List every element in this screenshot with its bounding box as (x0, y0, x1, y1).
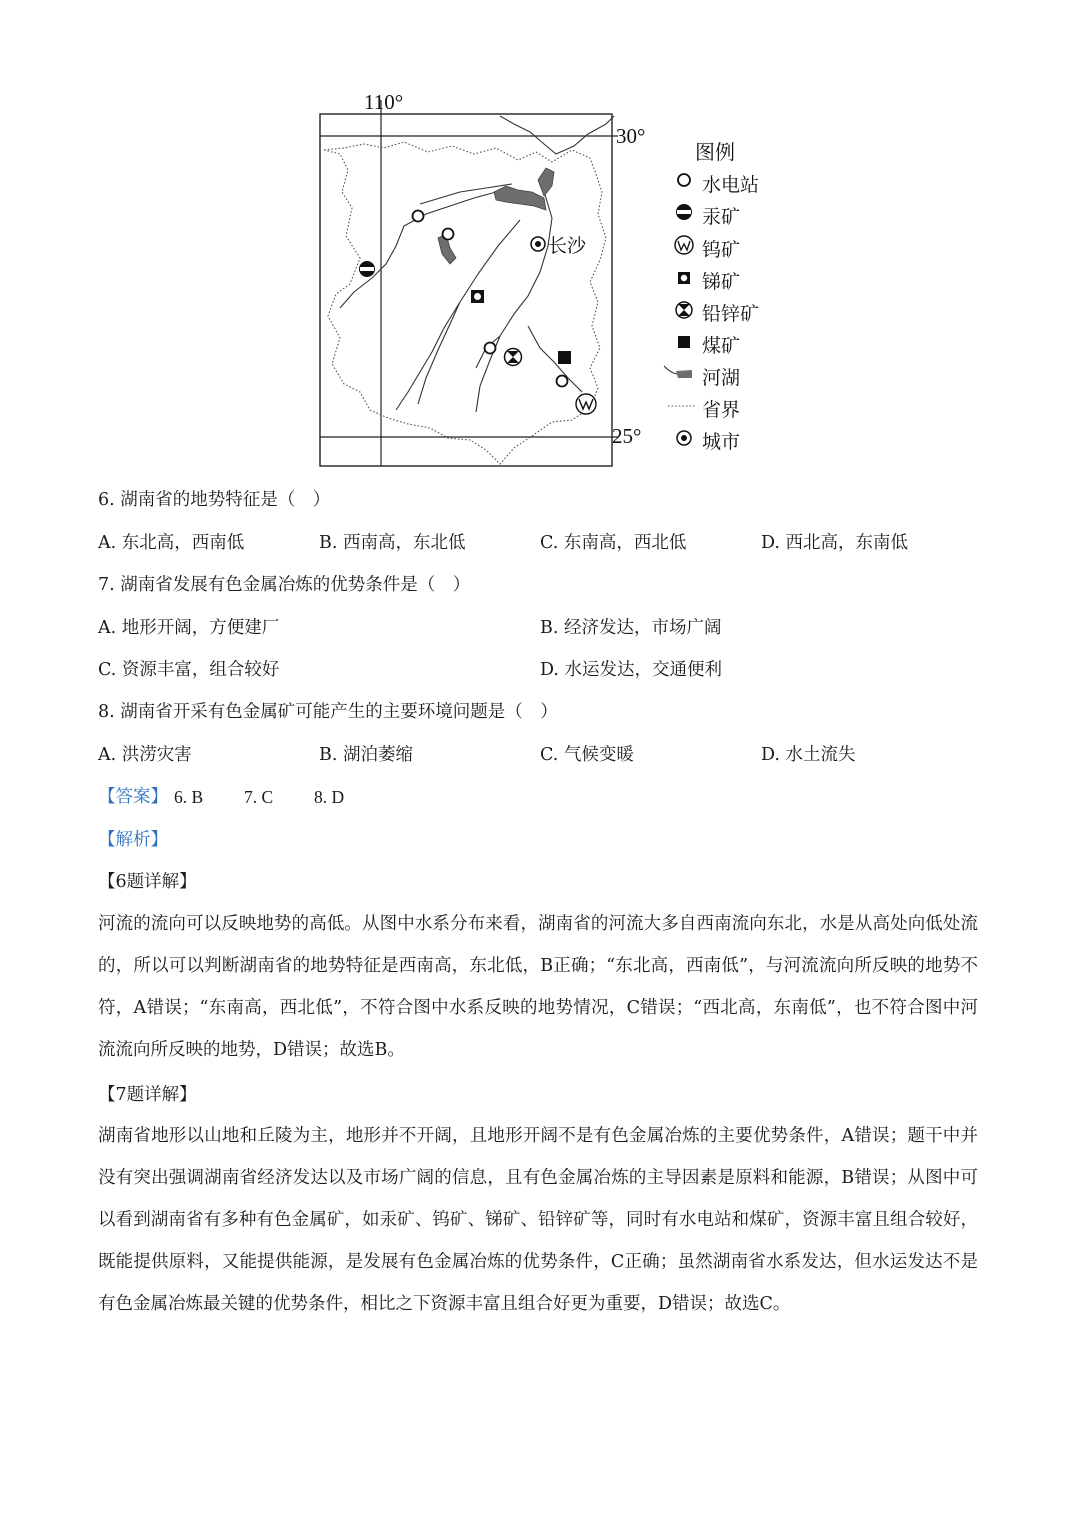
analysis-label: 【解析】 (98, 830, 168, 850)
legend-item-coal: 煤矿 (702, 335, 741, 357)
legend-item-mercury: 汞矿 (702, 206, 741, 228)
answer-6: 6. B (174, 787, 204, 807)
province-boundary (324, 142, 606, 464)
coal-mine-icon (558, 351, 571, 364)
latitude-25-label: 25° (612, 424, 642, 448)
legend-item-hydropower: 水电站 (702, 174, 760, 196)
q7-option-d: D. 水运发达，交通便利 (540, 660, 723, 680)
q7-option-b: B. 经济发达，市场广阔 (540, 618, 722, 638)
q6-option-a: A. 东北高，西南低 (98, 533, 245, 553)
hunan-map-figure (300, 88, 800, 478)
lead-zinc-mine-icon (505, 349, 522, 366)
q6-option-c: C. 东南高，西北低 (540, 533, 687, 553)
legend-item-boundary: 省界 (702, 399, 741, 421)
question-8-stem: 8. 湖南省开采有色金属矿可能产生的主要环境问题是（ ） (98, 702, 558, 722)
q8-option-c: C. 气候变暖 (540, 745, 634, 765)
answer-7: 7. C (244, 787, 274, 807)
question-6-stem: 6. 湖南省的地势特征是（ ） (98, 490, 331, 510)
q6-detail-heading: 【6题详解】 (98, 872, 197, 892)
q7-detail-heading: 【7题详解】 (98, 1085, 197, 1105)
q6-option-b: B. 西南高，东北低 (319, 533, 466, 553)
legend-item-antimony: 锑矿 (702, 271, 741, 293)
answer-label: 【答案】 (98, 787, 168, 807)
city-label-changsha: 长沙 (548, 235, 587, 257)
legend-item-city: 城市 (702, 431, 741, 453)
map-frame (320, 114, 612, 466)
answer-8: 8. D (314, 787, 345, 807)
q8-option-a: A. 洪涝灾害 (98, 745, 192, 765)
q8-option-d: D. 水土流失 (761, 745, 856, 765)
antimony-mine-icon (471, 290, 484, 303)
q6-detail-text: 河流的流向可以反映地势的高低。从图中水系分布来看，湖南省的河流大多自西南流向东北，水是从高处向低处流的，所以可以判断湖南省的地势特征是西南高，东北低，B正确；“东北高，西南低”，与河流流向所反映的地势不符，A错误；“东南高，西北低”，不符合图中水系反映的地势情况，C错误；“西北高，东南低”，也不符合图中河流流向所反映的地势，D错误；故选B。 (98, 914, 978, 1060)
legend-icons (664, 174, 696, 445)
q7-option-c: C. 资源丰富，组合较好 (98, 660, 280, 680)
q7-detail-text: 湖南省地形以山地和丘陵为主，地形并不开阔，且地形开阔不是有色金属冶炼的主要优势条件，A错误；题干中并没有突出强调湖南省经济发达以及市场广阔的信息，且有色金属冶炼的主导因素是原料和能源，B错误；从图中可以看到湖南省有多种有色金属矿，如汞矿、钨矿、锑矿、铅锌矿等，同时有水电站和煤矿，资源丰富且组合较好，既能提供原料，又能提供能源，是发展有色金属冶炼的优势条件，C正确；虽然湖南省水系发达，但水运发达不是有色金属冶炼最关键的优势条件，相比之下资源丰富且组合好更为重要，D错误；故选C。 (98, 1126, 978, 1314)
legend-item-tungsten: 钨矿 (702, 239, 741, 261)
longitude-110-label: 110° (364, 90, 404, 114)
city-icon (531, 237, 545, 251)
dongting-lake (494, 186, 546, 210)
legend-item-lead-zinc: 铅锌矿 (702, 303, 760, 325)
legend-title: 图例 (695, 140, 735, 164)
q8-option-b: B. 湖泊萎缩 (319, 745, 413, 765)
mercury-mine-icon (359, 261, 375, 277)
q6-option-d: D. 西北高，东南低 (761, 533, 909, 553)
tungsten-mine-icon (576, 394, 596, 414)
legend-item-river-lake: 河湖 (702, 367, 741, 389)
q7-option-a: A. 地形开阔，方便建厂 (98, 618, 280, 638)
question-7-stem: 7. 湖南省发展有色金属冶炼的优势条件是（ ） (98, 575, 471, 595)
latitude-30-label: 30° (616, 124, 646, 148)
